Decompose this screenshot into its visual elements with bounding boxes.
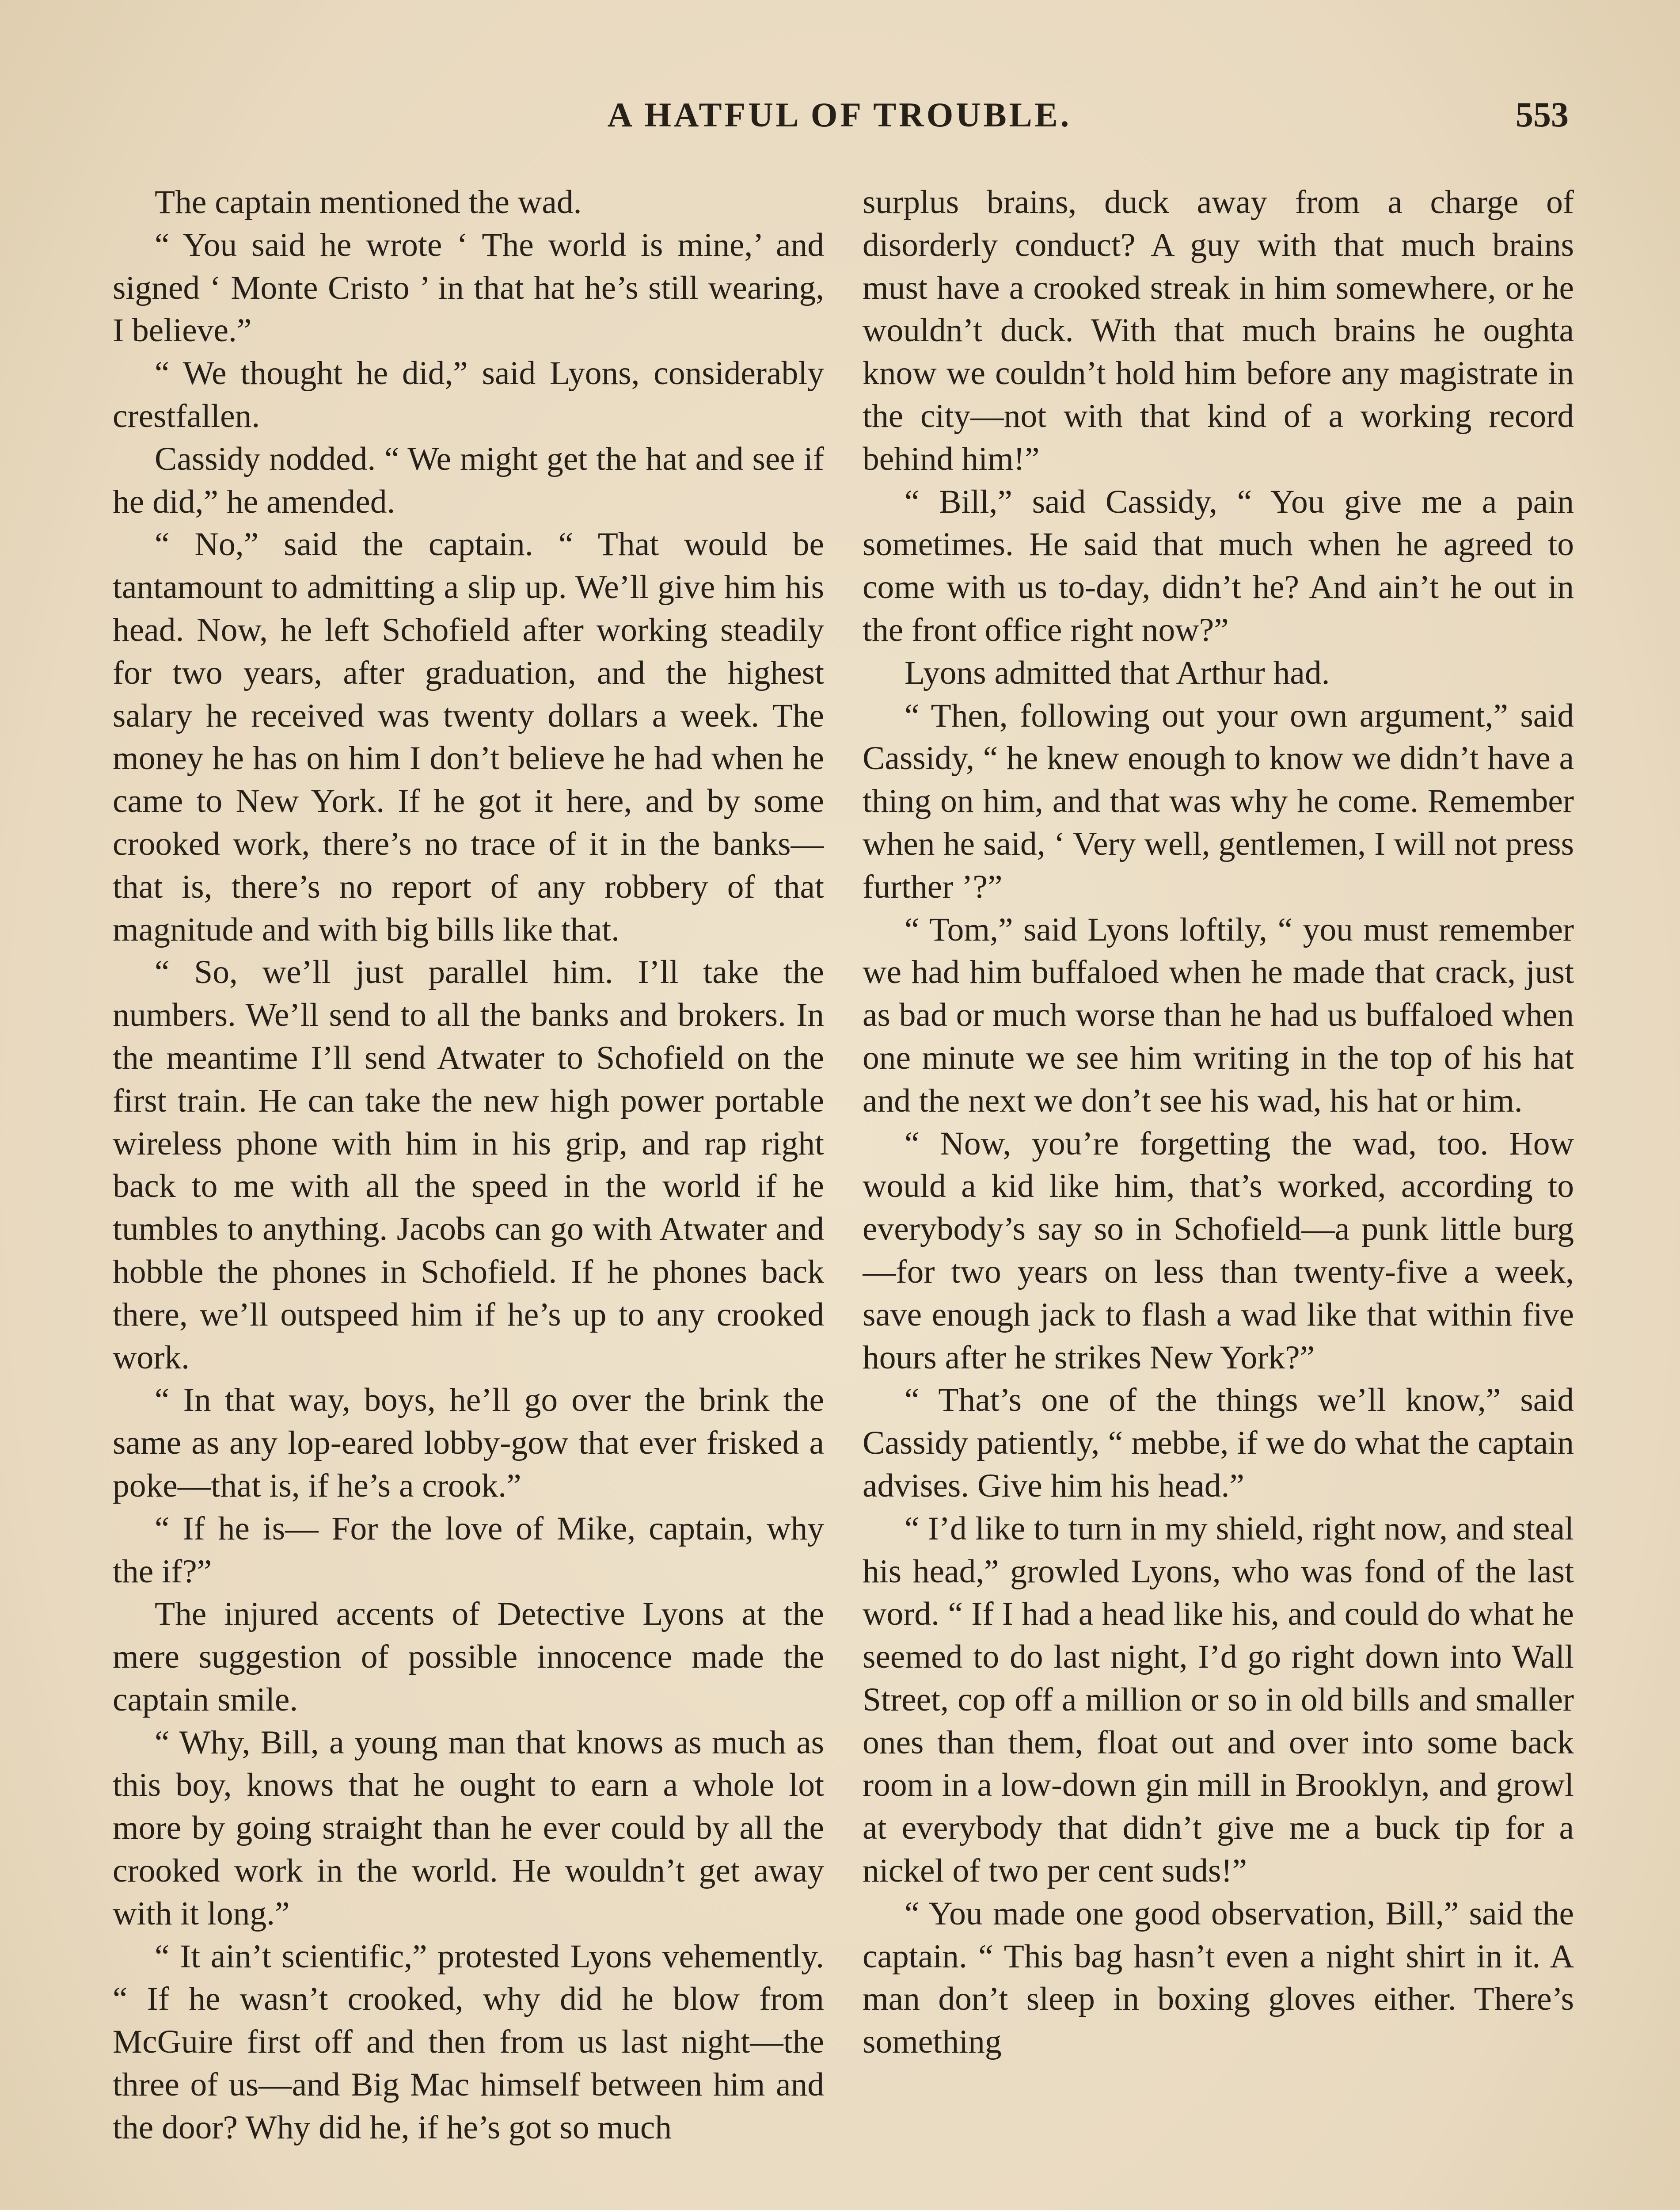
- paragraph: “ If he is— For the love of Mike, captain, why the if?”: [113, 1510, 824, 1590]
- paragraph: “ You said he wrote ‘ The world is mine,’ and signed ‘ Monte Cristo ’ in that hat he’s still wearing, I believe.”: [113, 226, 824, 349]
- paragraph: Cassidy nodded. “ We might get the hat and see if he did,” he amended.: [113, 440, 824, 520]
- paragraph: The captain mentioned the wad.: [155, 184, 582, 221]
- paragraph: “ Why, Bill, a young man that knows as much as this boy, knows that he ought to earn a whole lot more by going straight than he ever could by all the crooked work in the world. He wouldn’t get away with it long.”: [113, 1724, 824, 1932]
- page-title: A HATFUL OF TROUBLE.: [607, 95, 1072, 134]
- paragraph: Lyons admitted that Arthur had.: [905, 654, 1330, 691]
- paragraph: “ You made one good observation, Bill,” said the captain. “ This bag hasn’t even a night shirt in it. A man don’t sleep in boxing gloves either. There’s something: [863, 1895, 1574, 2061]
- paragraph: “ In that way, boys, he’ll go over the brink the same as any lop-eared lobby-gow that ever frisked a poke—that is, if he’s a crook.”: [113, 1382, 824, 1504]
- paragraph: “ Tom,” said Lyons loftily, “ you must remember we had him buffaloed when he made that crack, just as bad or much worse than he had us buffaloed when one minute we see him writing in the top of his hat and the next we don’t see his wad, his hat or him.: [863, 911, 1574, 1119]
- paragraph: “ I’d like to turn in my shield, right now, and steal his head,” growled Lyons, who was fond of the last word. “ If I had a head like his, and could do what he seemed to do last night, I’d go right down into Wall Street, cop off a million or so in old bills and smaller ones than them, float out and over into some back room in a low-down gin mill in Brooklyn, and growl at everybody that didn’t give me a buck tip for a nickel of two per cent suds!”: [863, 1510, 1574, 1890]
- paragraph: “ Then, following out your own argument,” said Cassidy, “ he knew enough to know we didn’t have a thing on him, and that was why he come. Remember when he said, ‘ Very well, gentlemen, I will not press further ’?”: [863, 697, 1574, 905]
- paragraph: “ Bill,” said Cassidy, “ You give me a pain sometimes. He said that much when he agreed to come with us to-day, didn’t he? And ain’t he out in the front office right now?”: [863, 483, 1574, 648]
- page-number: 553: [1516, 95, 1569, 134]
- paragraph: “ It ain’t scientific,” protested Lyons vehemently. “ If he wasn’t crooked, why did he blow from McGuire first off and then from us last night—the three of us—and Big Mac himself between him and the door? Why did he, if he’s got so much: [113, 1938, 824, 2146]
- paragraph: “ That’s one of the things we’ll know,” said Cassidy patiently, “ mebbe, if we do what the captain advises. Give him his head.”: [863, 1382, 1574, 1504]
- right-column: [863, 181, 1574, 2210]
- paragraph: surplus brains, duck away from a charge of disorderly conduct? A guy with that much brains must have a crooked streak in him somewhere, or he wouldn’t duck. With that much brains he oughta know we couldn’t hold him before any magistrate in the city—not with that kind of a working record behind him!”: [863, 184, 1574, 477]
- paragraph: “ No,” said the captain. “ That would be tantamount to admitting a slip up. We’ll give him his head. Now, he left Schofield after working steadily for two years, after graduation, and the highest salary he received was twenty dollars a week. The money he has on him I don’t believe he had when he came to New York. If he got it here, and by some crooked work, there’s no trace of it in the banks—that is, there’s no report of any robbery of that magnitude and with big bills like that.: [113, 526, 824, 948]
- running-head: [110, 95, 1569, 144]
- paragraph: “ We thought he did,” said Lyons, considerably crestfallen.: [113, 355, 824, 434]
- paragraph: The injured accents of Detective Lyons at the mere suggestion of possible innocence made the captain smile.: [113, 1596, 824, 1718]
- left-column: [113, 181, 824, 2210]
- paragraph: “ Now, you’re forgetting the wad, too. How would a kid like him, that’s worked, according to everybody’s say so in Schofield—a punk little burg—for two years on less than twenty-five a week, save enough jack to flash a wad like that within five hours after he strikes New York?”: [863, 1125, 1574, 1376]
- paragraph: “ So, we’ll just parallel him. I’ll take the numbers. We’ll send to all the banks and brokers. In the meantime I’ll send Atwater to Schofield on the first train. He can take the new high power portable wireless phone with him in his grip, and rap right back to me with all the speed in the world if he tumbles to anything. Jacobs can go with Atwater and hobble the phones in Schofield. If he phones back there, we’ll outspeed him if he’s up to any crooked work.: [113, 954, 824, 1376]
